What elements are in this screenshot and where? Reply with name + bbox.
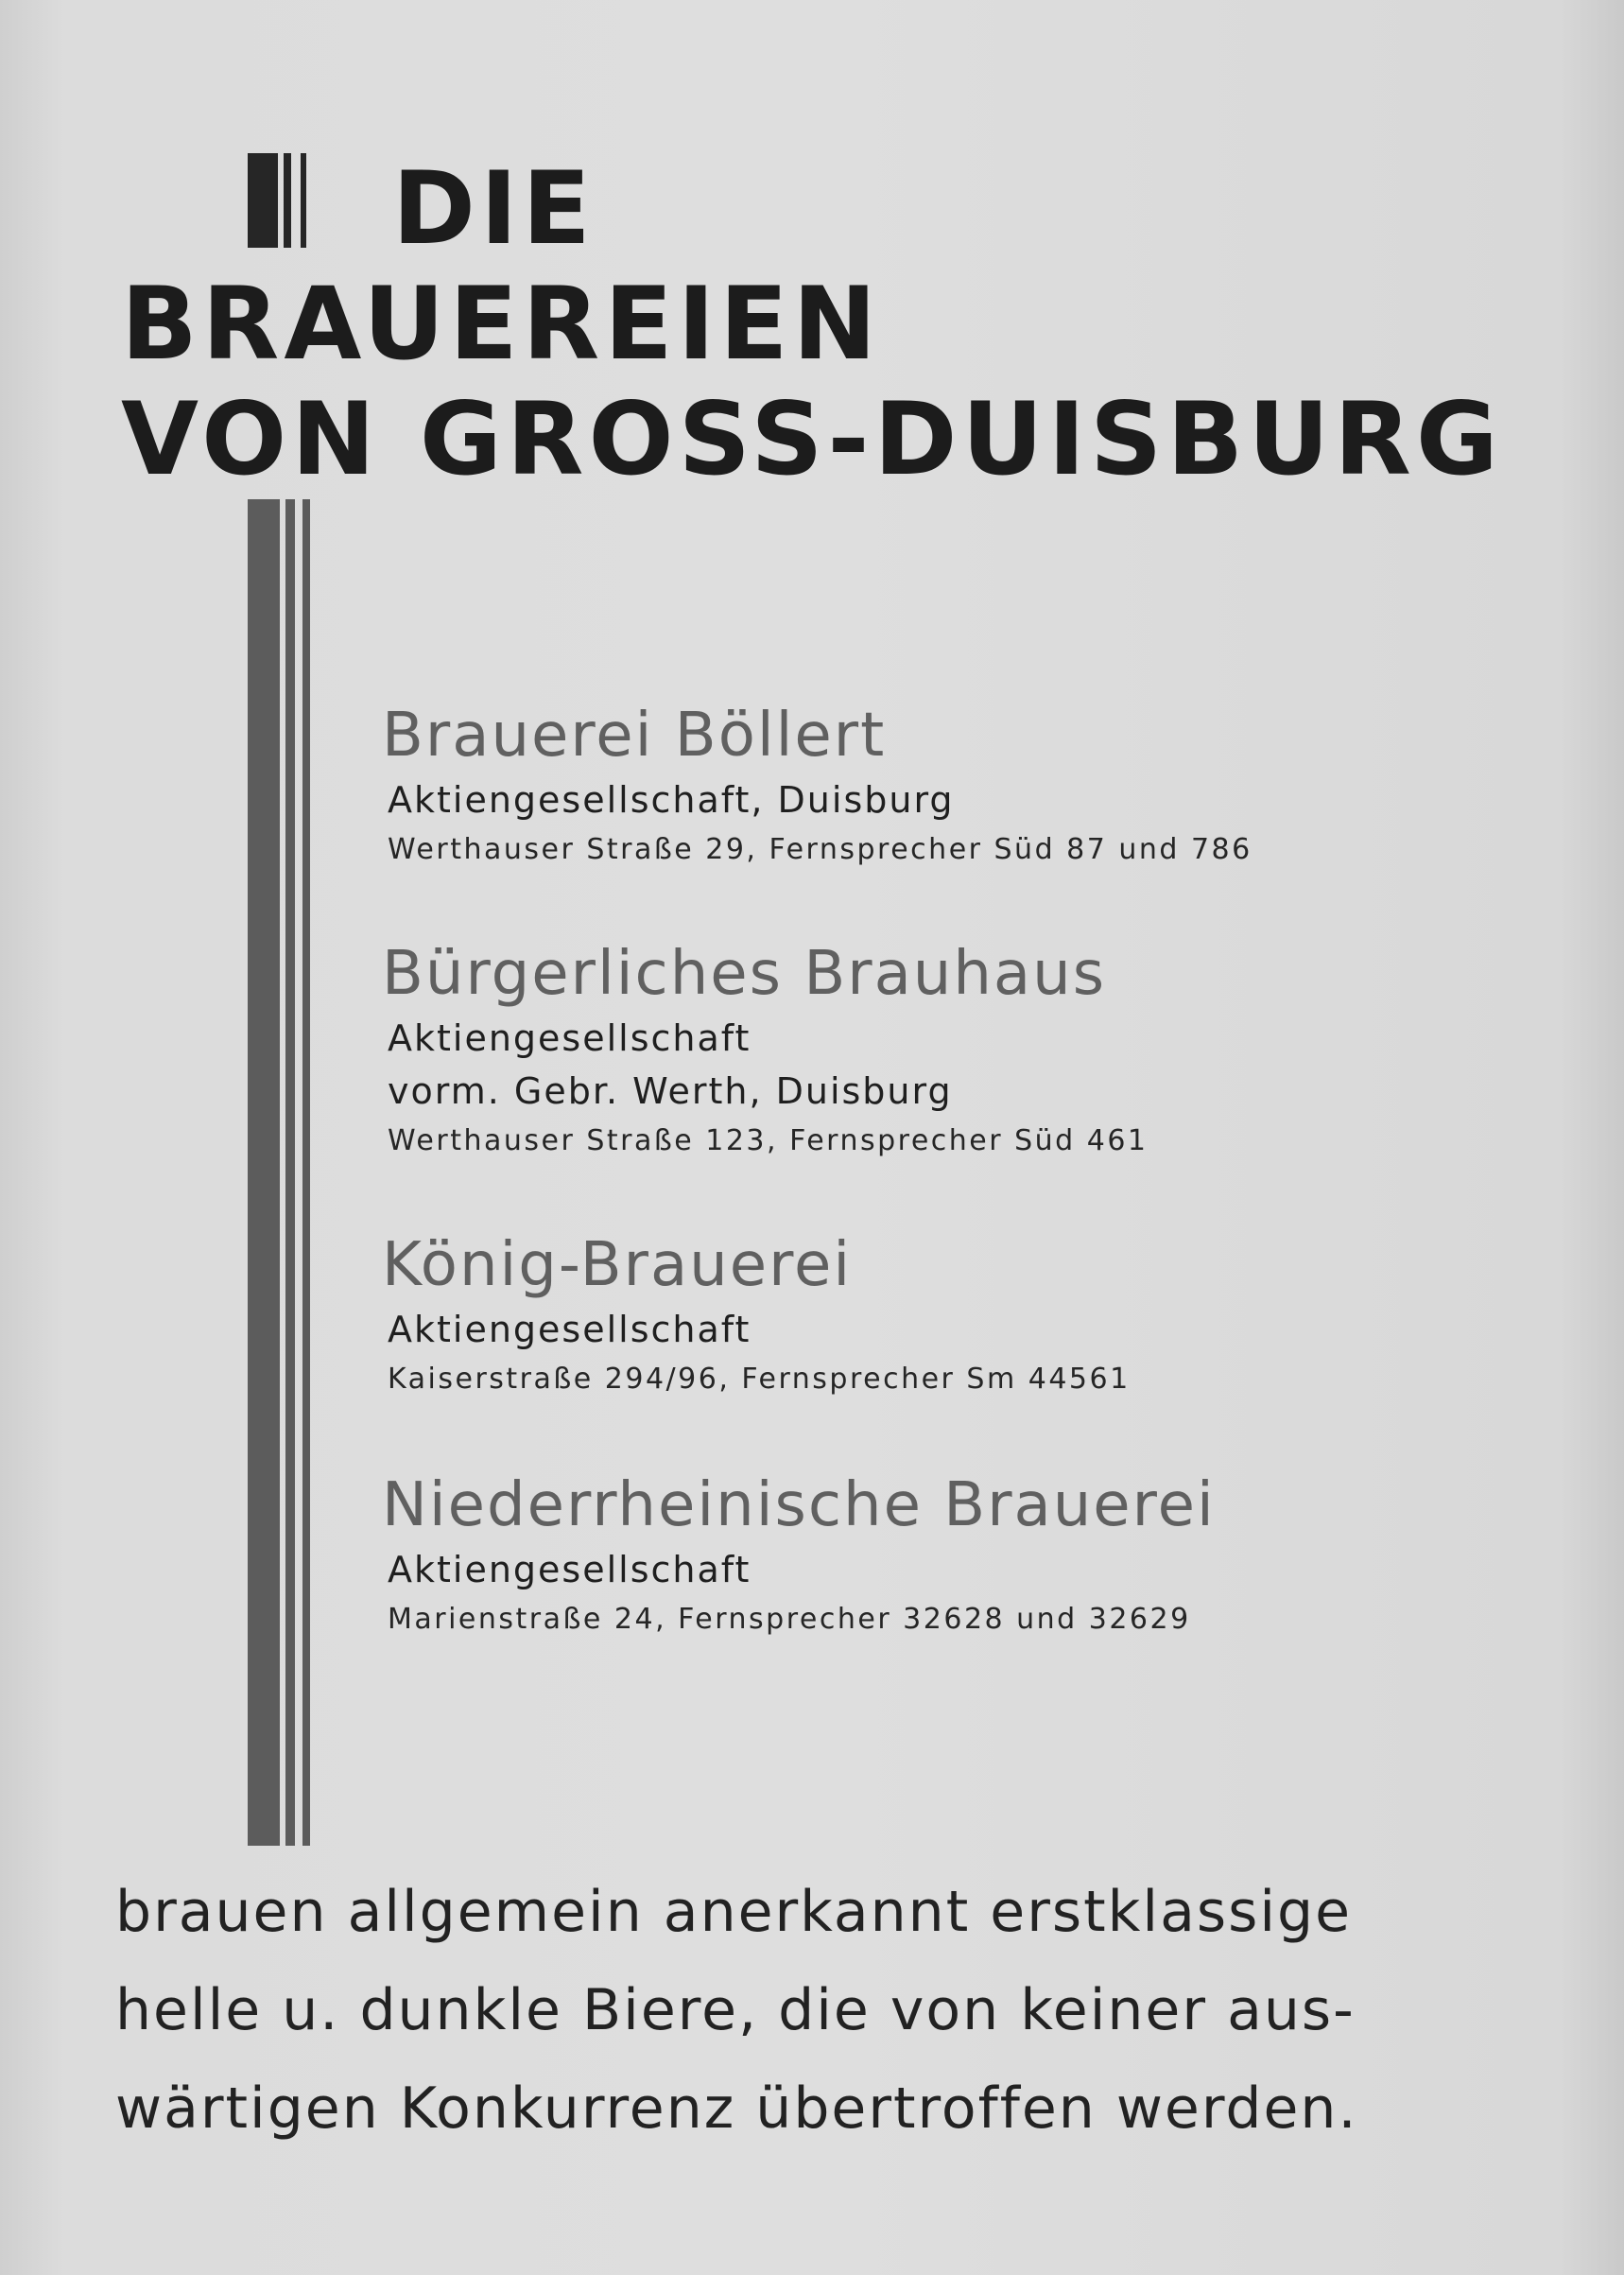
brewery-name: Niederrheinische Brauerei [382,1470,1216,1540]
heading-line-1: DIE [392,150,596,267]
slogan-line-2: helle u. dunkle Biere, die von keiner aus- [115,1977,1356,2043]
vertical-stripe-wide [248,499,280,1846]
title-stripe-narrow [284,153,291,248]
brewery-address: Marienstraße 24, Fernsprecher 32628 und 32629 [388,1603,1191,1636]
brewery-name: Brauerei Böllert [382,701,887,771]
vertical-stripe-thin [302,499,310,1846]
brewery-company-line: Aktiengesellschaft [388,1309,752,1350]
brewery-name: König-Brauerei [382,1230,853,1300]
vertical-stripe-narrow [285,499,295,1846]
brewery-entry [382,1467,1422,1643]
brewery-company-line: Aktiengesellschaft, Duisburg [388,779,955,821]
slogan-line-1: brauen allgemein anerkannt erstklassige [115,1879,1353,1945]
brewery-entry [382,936,1422,1165]
slogan [115,1863,1533,2158]
brewery-company-line: Aktiengesellschaft [388,1017,752,1059]
brewery-address: Werthauser Straße 29, Fernsprecher Süd 87 und 786 [388,833,1253,866]
brewery-entry [382,698,1422,874]
slogan-line-3: wärtigen Konkurrenz übertroffen werden. [115,2075,1358,2142]
title-stripe-wide [248,153,278,248]
title-stripe-thin [301,153,306,248]
brewery-company-line: vorm. Gebr. Werth, Duisburg [388,1070,953,1112]
brewery-address: Kaiserstraße 294/96, Fernsprecher Sm 44561 [388,1363,1131,1396]
heading-line-2: BRAUEREIEN [121,266,882,382]
brewery-name: Bürgerliches Brauhaus [382,939,1107,1009]
brewery-entry [382,1227,1422,1403]
heading-line-3: VON GROSS-DUISBURG [121,381,1503,497]
brewery-address: Werthauser Straße 123, Fernsprecher Süd 461 [388,1124,1149,1157]
brewery-company-line: Aktiengesellschaft [388,1549,752,1590]
